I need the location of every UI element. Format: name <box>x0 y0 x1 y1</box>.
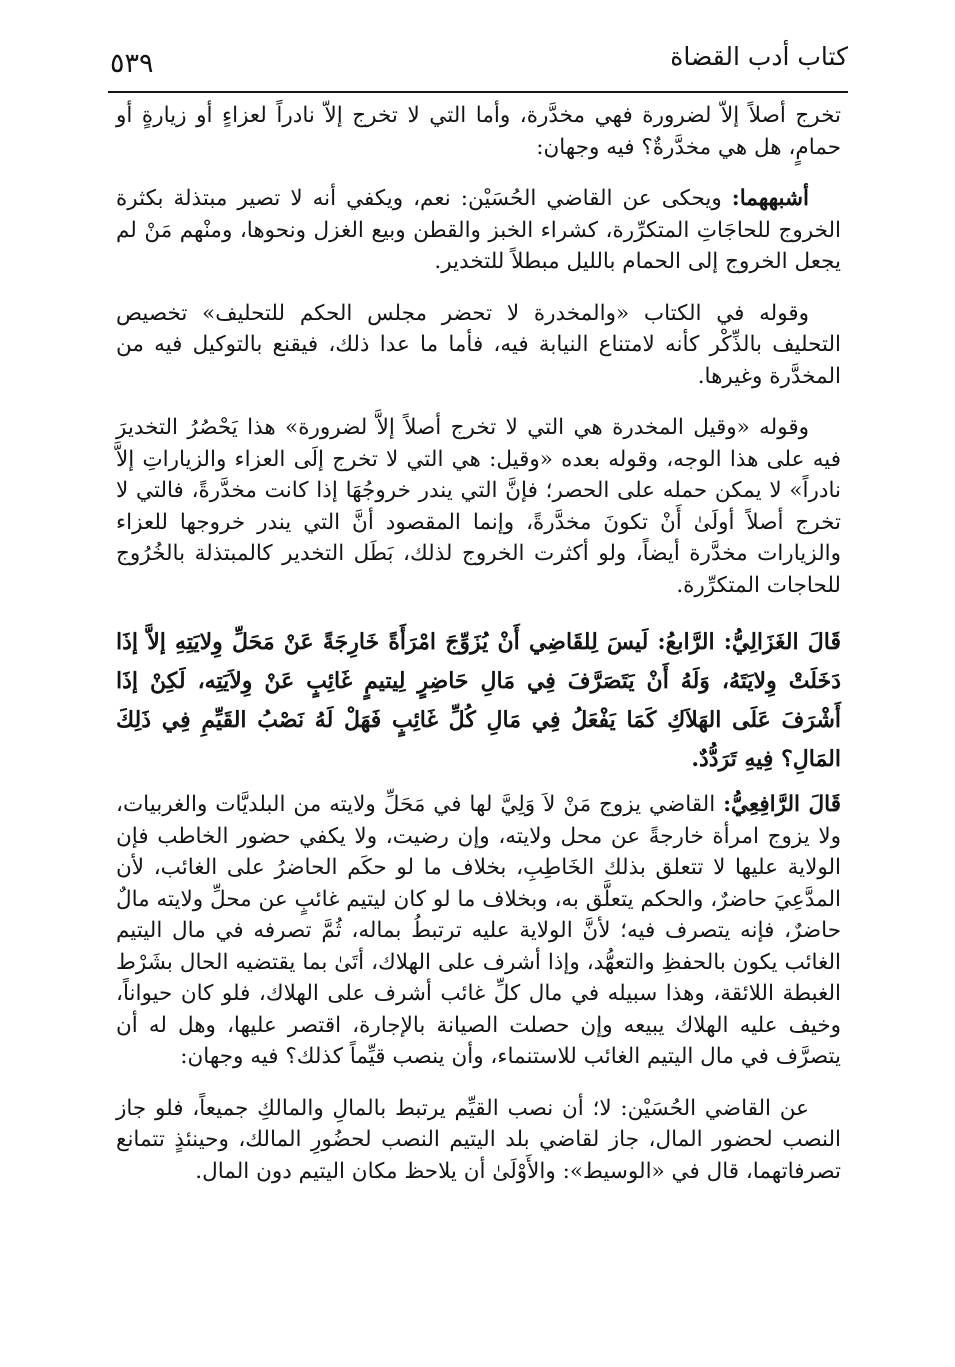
page-number: ٥٣٩ <box>110 48 154 79</box>
paragraph-lead: أشبههما: <box>731 186 809 211</box>
paragraph-lead: قَالَ الغَزَالِيُّ: <box>723 629 841 655</box>
paragraph-text: الرَّابعُ: لَيسَ لِلقَاضِي أَنْ يُزَوِّجَ امْرَأَةً خَارِجَةً عَنْ مَحَلِّ وِلايَتِهِ إلاَّ إذَا دَخَلَتْ وِلايَتَهُ، وَلَهُ أَنْ يَتَصَرَّفَ فِي مَالِ حَاضِرٍ لِيتيمٍ غَائِبٍ عَنْ وِلاَيَتِه، لَكِنْ إذَا أَشْرَفَ عَلَى الهَلاَكِ كَمَا يَفْعَلُ فِي مَالِ كُلِّ غَائِبٍ فَهَلْ لَهُ نَصْبُ القَيِّمِ فِي ذَلِكَ المَالِ؟ فِيهِ تَرَدُّدٌ. <box>116 629 841 772</box>
paragraph-7 <box>116 1093 841 1188</box>
page-header <box>108 42 848 92</box>
paragraph-1 <box>116 100 841 163</box>
paragraph-text: القاضي يزوج مَنْ لاَ وَلِيَّ لها في مَحَلِّ ولايته من البلديَّات والغربيات، ولا يزوج امرأة خارجةً عن محل ولايته، وإن رضيت، ولا يكفي حضور الخاطب فإن الولاية عليها لا تتعلق بذلك الخَاطِبِ، بخلاف ما لو حكَم الحاضرُ على الغائب، لأن المدَّعِيَ حاضرٌ، والحكم يتعلَّق به، وبخلاف ما لو كان ليتيم غائبٍ عن محلِّ ولايته مالٌ حاضرٌ، فإنه يتصرف فيه؛ لأنَّ الولاية عليه ترتبطُ بماله، ثُمَّ تصرفه في مال اليتيم الغائب يكون بالحفظِ والتعهُّد، وإذا أشرف على الهلاك، أتَىٰ بما يقتضيه الحال بشَرْط الغبطة اللائقة، وهذا سبيله في مال كلِّ غائب أشرف على الهلاك، فلو كان حيواناً، وخيف عليه الهلاك يبيعه وإن حصلت الصيانة بالإجارة، اقتصر عليها، وهل له أن يتصرَّف في مال اليتيم الغائب للاستنماء، وأن ينصب قيِّماً كذلك؟ فيه وجهان: <box>116 792 842 1069</box>
running-title: كتاب أدب القضاة <box>670 42 848 71</box>
sharh-paragraph <box>116 789 841 1073</box>
header-rule <box>108 91 848 93</box>
matn-paragraph <box>116 623 841 779</box>
paragraph-text: تخرج أصلاً إلاّ لضرورة فهي مخدَّرة، وأما التي لا تخرج إلاّ نادراً لعزاءٍ أو زيارةٍ أو حمامٍ، هل هي مخدَّرةٌ؟ فيه وجهان: <box>116 103 841 160</box>
paragraph-2 <box>116 183 841 278</box>
main-text <box>116 100 841 1187</box>
paragraph-text: وقوله في الكتاب «والمخدرة لا تحضر مجلس الحكم للتحليف» تخصيص التحليف بالذِّكْر كأنه لامتناع النيابة فيه، فأما ما عدا ذلك، فيقنع بالتوكيل فيه من المخدَّرة وغيرها. <box>116 300 841 389</box>
paragraph-3 <box>116 298 841 393</box>
paragraph-text: وقوله «وقيل المخدرة هي التي لا تخرج أصلاً إلاَّ لضرورة» هذا يَحْصُرُ التخديرَ فيه على هذا الوجه، وقوله بعده «وقيل: هي التي لا تخرج إلَى العزاء والزياراتِ إلاَّ نادراً» لا يمكن حمله على الحصر؛ فإنَّ التي يندر خروجُهَا إذا كانت مخدَّرةً، فالتي لا تخرج أصلاً أولَىٰ أَنْ تكونَ مخدَّرةً، وإنما المقصود أنَّ التي يندر خروجها للعزاء والزيارات مخدَّرة أيضاً، ولو أكثرت الخروج لذلك، بَطَل التخدير كالمبتذلة بالخُرُوج للحاجات المتكرِّرة. <box>116 415 841 598</box>
paragraph-4 <box>116 412 841 601</box>
paragraph-text: ويحكى عن القاضي الحُسَيْن: نعم، ويكفي أنه لا تصير مبتذلة بكثرة الخروج للحاجَاتِ المتكرِّرة، كشراء الخبز والقطن وبيع الغزل ونحوها، ومنْهم مَنْ لم يجعل الخروج إلى الحمام بالليل مبطلاً للتخدير. <box>116 186 841 274</box>
paragraph-lead: قَالَ الرَّافِعِيُّ: <box>723 792 841 817</box>
paragraph-text: عن القاضي الحُسَيْن: لا؛ أن نصب القيِّم يرتبط بالمالِ والمالكِ جميعاً، فلو جاز النصب لحضور المال، جاز لقاضي بلد اليتيم النصب لحضُورِ المالك، وحينئذٍ تتمانع تصرفاتهما، قال في «الوسيط»: والأَوْلَىٰ أن يلاحظ مكان اليتيم دون المال. <box>116 1095 841 1184</box>
